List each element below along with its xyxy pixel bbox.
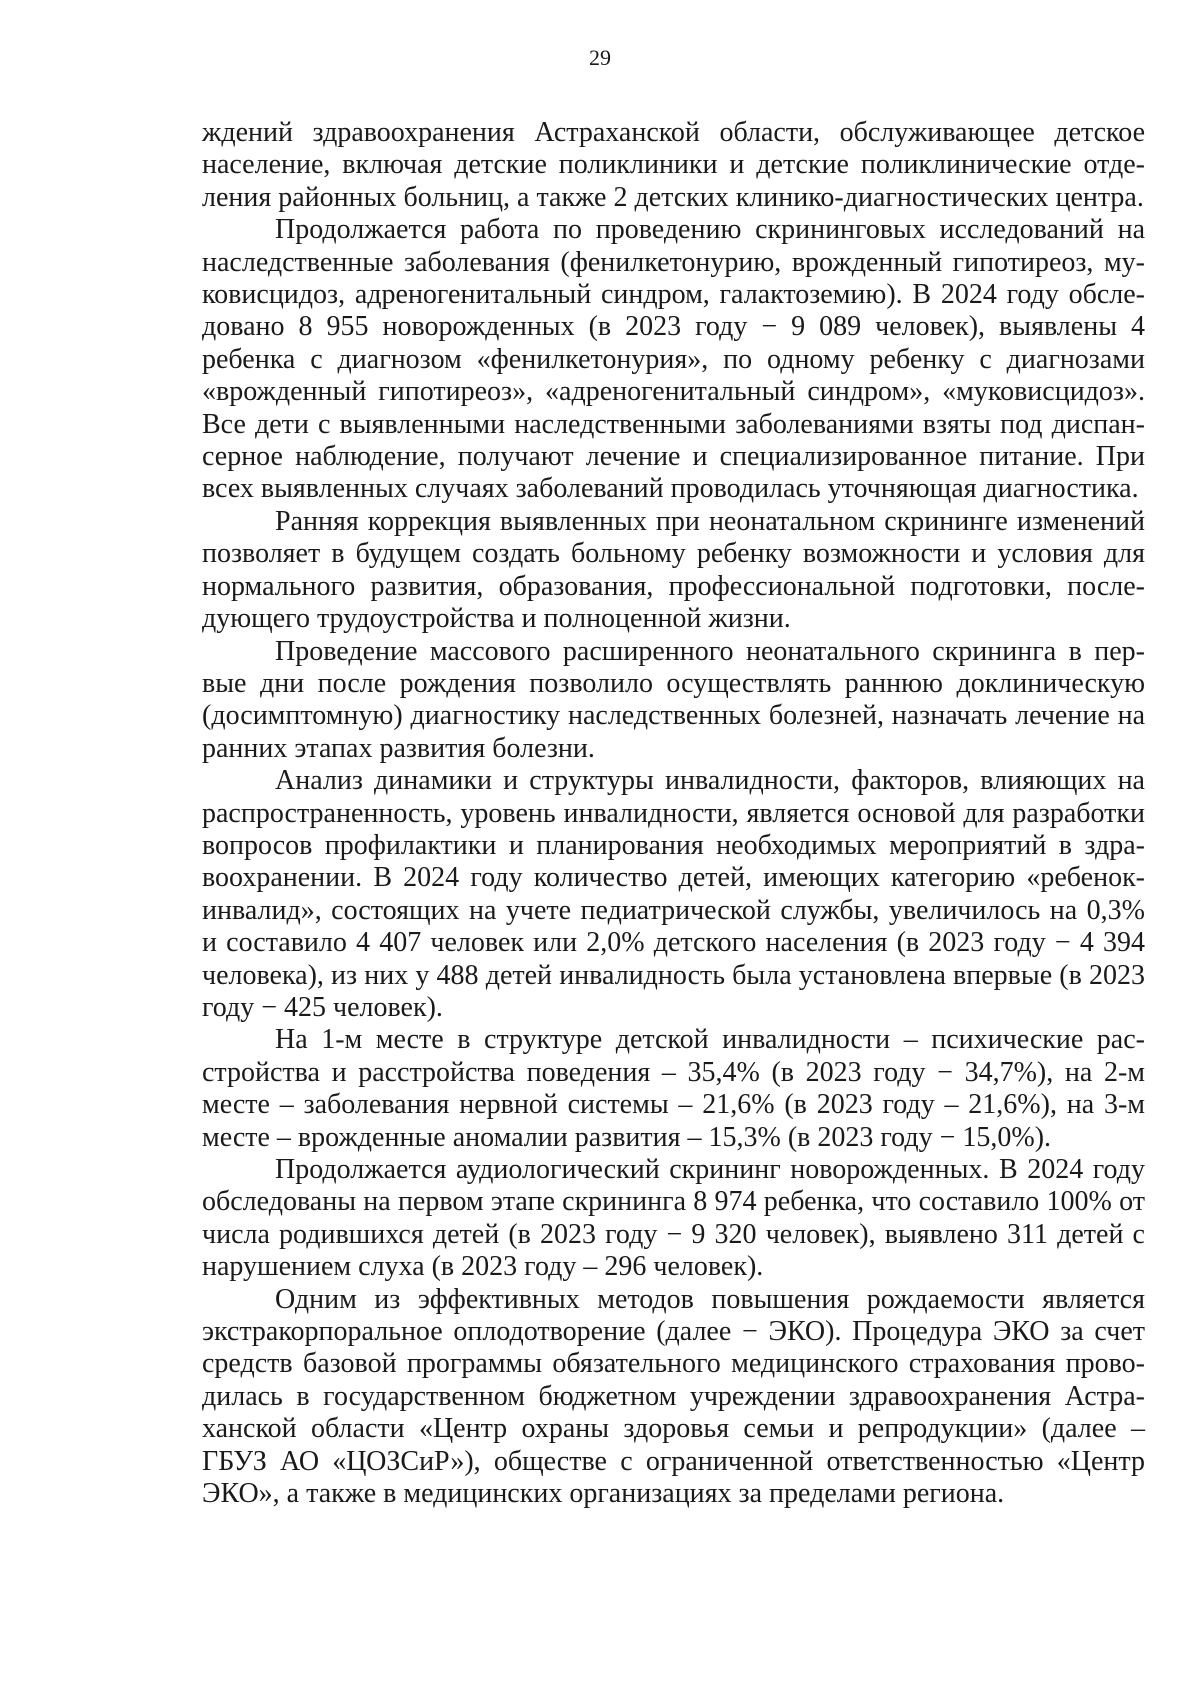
paragraph-neonatal-screening: Продолжается работа по проведению скрининговых исследований на наследственные заболевания (фенилкетонурию, врожденный гипотиреоз, муковисцидоз, адреногенитальный синдром, галактоземию). В 2024 году обследовано 8 955 новорожденных (в 2023 году − 9 089 человек), выявлены 4 ребенка с диагнозом «фенилкетонурия», по одному ребенку с диагнозами «врожденный гипотиреоз», «адреногенитальный синдром», «муковисцидоз». Все дети с выявленными наследственными заболеваниями взяты под диспансерное наблюдение, получают лечение и специализированное питание. При всех выявленных случаях заболеваний проводилась уточняющая диагностика. [202,214,1145,505]
paragraph-disability-analysis: Анализ динамики и структуры инвалидности, факторов, влияющих на распространенность, уровень инвалидности, является основой для разработки вопросов профилактики и планирования необходимых мероприятий в здравоохранении. В 2024 году количество детей, имеющих категорию «ребенок-инвалид», состоящих на учете педиатрической службы, увеличилось на 0,3% и составило 4 407 человек или 2,0% детского населения (в 2023 году − 4 394 человека), из них у 488 детей инвалидность была установлена впервые (в 2023 году − 425 человек). [202,765,1145,1023]
paragraph-audiology-screening: Продолжается аудиологический скрининг новорожденных. В 2024 году обследованы на первом этапе скрининга 8 974 ребенка, что составило 100% от числа родившихся детей (в 2023 году − 9 320 человек), выявлено 311 детей с нарушением слуха (в 2023 году – 296 человек). [202,1154,1145,1283]
document-body [202,117,1145,1510]
paragraph-ivf: Одним из эффективных методов повышения рождаемости является экстракорпоральное оплодотворение (далее − ЭКО). Процедура ЭКО за счет средств базовой программы обязательного медицинского страхования проводилась в государственном бюджетном учреждении здравоохранения Астраханской области «Центр охраны здоровья семьи и репродукции» (далее – ГБУЗ АО «ЦОЗСиР»), обществе с ограниченной ответственностью «Центр ЭКО», а также в медицинских организациях за пределами региона. [202,1283,1145,1510]
paragraph-early-correction: Ранняя коррекция выявленных при неонатальном скрининге изменений позволяет в будущем создать больному ребенку возможности и условия для нормального развития, образования, профессиональной подготовки, последующего трудоустройства и полноценной жизни. [202,505,1145,635]
paragraph-mass-screening: Проведение массового расширенного неонатального скрининга в первые дни после рождения позволило осуществлять раннюю доклиническую (досимптомную) диагностику наследственных болезней, назначать лечение на ранних этапах развития болезни. [202,635,1145,764]
paragraph-continuation: ждений здравоохранения Астраханской области, обслуживающее детское население, включая детские поликлиники и детские поликлинические отделения районных больниц, а также 2 детских клинико-диагностических центра. [202,117,1145,213]
paragraph-disability-structure: На 1-м месте в структуре детской инвалидности – психические расстройства и расстройства поведения – 35,4% (в 2023 году − 34,7%), на 2-м месте – заболевания нервной системы – 21,6% (в 2023 году – 21,6%), на 3-м месте – врожденные аномалии развития – 15,3% (в 2023 году − 15,0%). [202,1024,1145,1153]
page-number: 29 [589,45,611,70]
